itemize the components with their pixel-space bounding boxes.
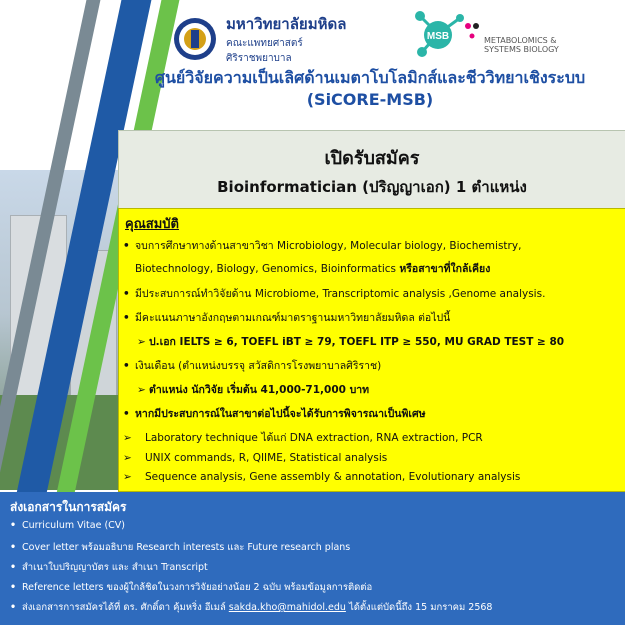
announcement-box	[118, 130, 625, 210]
list-subitem: ➢ ตำแหน่ง นักวิจัย เริ่มต้น 41,000-71,000 บาท	[137, 384, 370, 396]
list-subitem: ➢ UNIX commands, R, QIIME, Statistical analysis	[123, 452, 388, 464]
center-name: ศูนย์วิจัยความเป็นเลิศด้านเมตาโบโลมิกส์และชีววิทยาเชิงระบบ	[154, 68, 586, 87]
list-item: • มีประสบการณ์ทำวิจัยด้าน Microbiome, Transcriptomic analysis ,Genome analysis.	[123, 288, 546, 300]
msb-logo-text: MSB	[426, 31, 450, 42]
list-item: • มีคะแนนภาษาอังกฤษตามเกณฑ์มาตราฐานมหาวิทยาลัยมหิดล ต่อไปนี้	[123, 312, 451, 324]
qualifications-box	[118, 208, 625, 492]
list-subitem: ➢ Sequence analysis, Gene assembly & annotation, Evolutionary analysis	[123, 471, 521, 483]
list-item: • สำเนาใบปริญญาบัตร และ สำเนา Transcript	[10, 562, 208, 573]
open-recruitment-label: เปิดรับสมัคร	[324, 148, 420, 169]
mahidol-logo	[172, 12, 346, 66]
contact-email-link[interactable]: sakda.kho@mahidol.edu	[228, 602, 346, 613]
msb-logo	[412, 8, 559, 60]
faculty-line-2: ศิริราชพยาบาล	[226, 53, 292, 64]
molecule-logo-icon	[412, 8, 482, 60]
list-item: • จบการศึกษาทางด้านสาขาวิชา Microbiology, Molecular biology, Biochemistry,	[123, 240, 522, 252]
list-item: • Reference letters ของผู้ใกล้ชิดในวงการวิจัยอย่างน้อย 2 ฉบับ พร้อมข้อมูลการติดต่อ	[10, 582, 373, 593]
faculty-line-1: คณะแพทยศาสตร์	[226, 38, 303, 49]
qualifications-heading: คุณสมบัติ	[125, 217, 179, 232]
list-subitem: ➢ ป.เอก IELTS ≥ 6, TOEFL iBT ≥ 79, TOEFL ITP ≥ 550, MU GRAD TEST ≥ 80	[137, 336, 565, 348]
list-item: • หากมีประสบการณ์ในสาขาต่อไปนี้จะได้รับการพิจารณาเป็นพิเศษ	[123, 408, 426, 420]
documents-box	[0, 492, 625, 625]
documents-heading: ส่งเอกสารในการสมัคร	[10, 500, 127, 514]
msb-line-2: SYSTEMS BIOLOGY	[484, 45, 559, 54]
list-item: • ส่งเอกสารการสมัครได้ที่ ดร. ศักดิ์ดา คุ้มหริ่ง อีเมล์ sakda.kho@mahidol.edu ได้ตั้งแต่บัดนี้ถึง 15 มกราคม 2568	[10, 602, 493, 613]
list-subitem: ➢ Laboratory technique ได้แก่ DNA extraction, RNA extraction, PCR	[123, 432, 483, 444]
msb-line-1: METABOLOMICS &	[484, 36, 557, 45]
list-item: • เงินเดือน (ตำแหน่งบรรจุ สวัสดิการโรงพยาบาลศิริราช)	[123, 360, 382, 372]
list-item-continued: Biotechnology, Biology, Genomics, Bioinformatics หรือสาขาที่ใกล้เคียง	[135, 263, 491, 275]
list-item: • Curriculum Vitae (CV)	[10, 520, 126, 531]
university-seal-icon	[172, 16, 218, 62]
list-item: • Cover letter พร้อมอธิบาย Research interests และ Future research plans	[10, 542, 351, 553]
center-abbreviation: (SiCORE-MSB)	[306, 90, 434, 109]
university-name: มหาวิทยาลัยมหิดล	[226, 15, 347, 33]
position-title: Bioinformatician (ปริญญาเอก) 1 ตำแหน่ง	[217, 178, 527, 196]
